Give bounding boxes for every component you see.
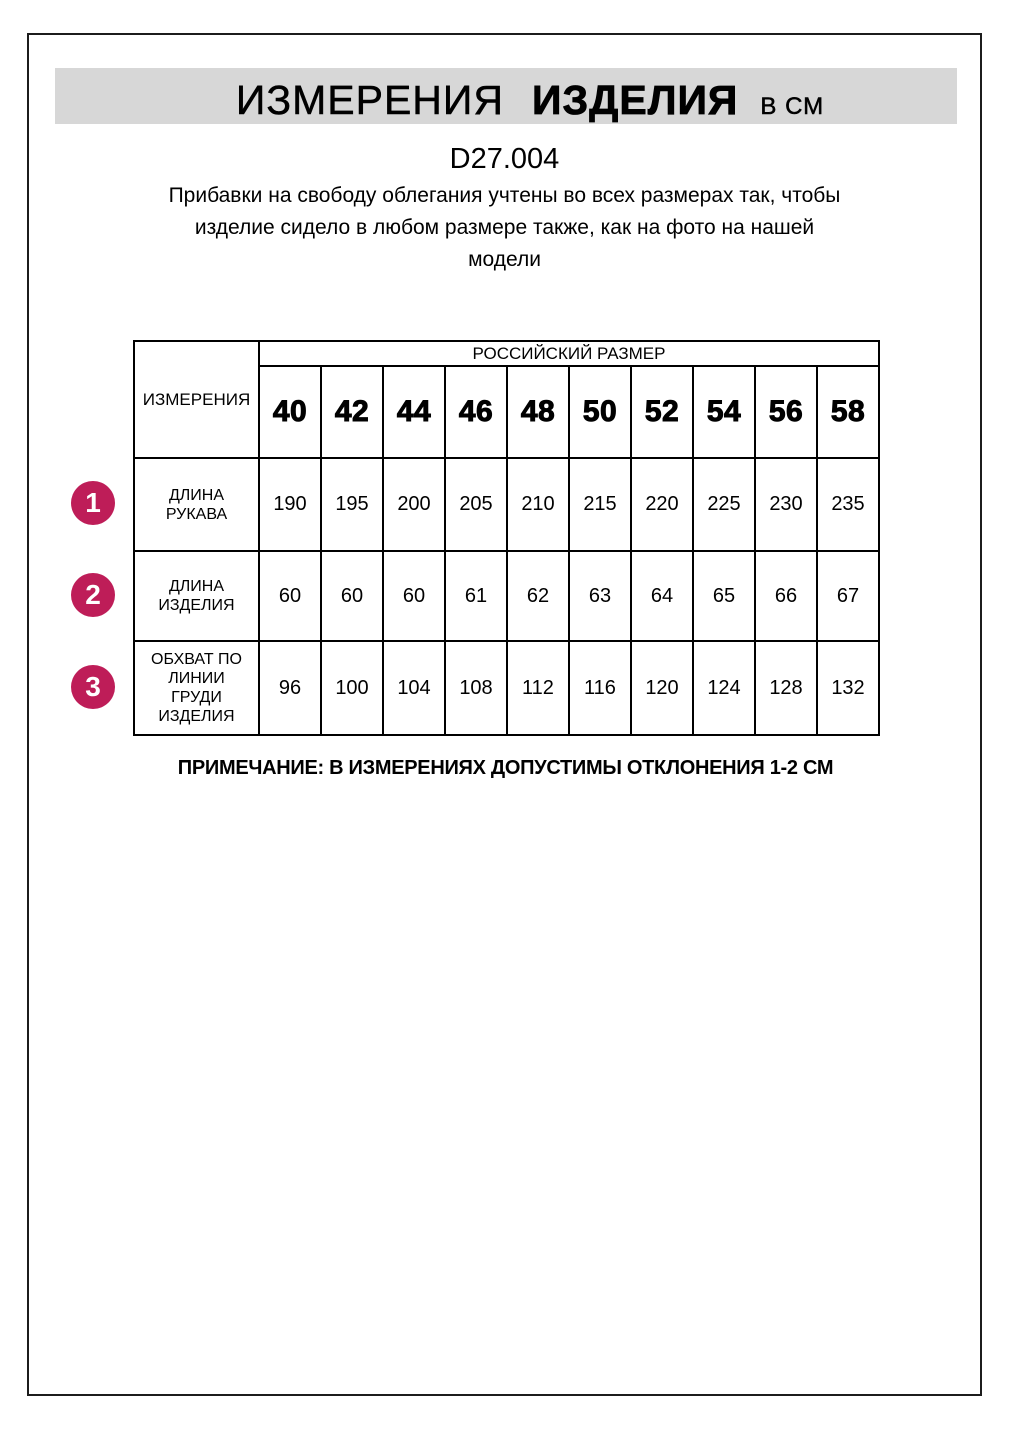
size-header-cell: 44 <box>383 366 445 458</box>
size-header-cell: 56 <box>755 366 817 458</box>
description <box>27 180 982 276</box>
value-cell: 190 <box>259 458 321 551</box>
value-cell: 64 <box>631 551 693 641</box>
value-cell: 116 <box>569 641 631 735</box>
table-group-header: РОССИЙСКИЙ РАЗМЕР <box>259 341 879 366</box>
value-cell: 124 <box>693 641 755 735</box>
value-cell: 62 <box>507 551 569 641</box>
value-cell: 112 <box>507 641 569 735</box>
description-line: Прибавки на свободу облегания учтены во всех размерах так, чтобы <box>168 184 841 207</box>
value-cell: 66 <box>755 551 817 641</box>
size-header-cell: 40 <box>259 366 321 458</box>
value-cell: 205 <box>445 458 507 551</box>
value-cell: 67 <box>817 551 879 641</box>
size-header-cell: 42 <box>321 366 383 458</box>
size-table <box>133 340 880 736</box>
value-cell: 104 <box>383 641 445 735</box>
value-cell: 210 <box>507 458 569 551</box>
size-header-cell: 58 <box>817 366 879 458</box>
value-cell: 108 <box>445 641 507 735</box>
value-cell: 230 <box>755 458 817 551</box>
value-cell: 96 <box>259 641 321 735</box>
value-cell: 235 <box>817 458 879 551</box>
value-cell: 225 <box>693 458 755 551</box>
size-header-cell: 50 <box>569 366 631 458</box>
row-marker-number: 3 <box>85 671 101 702</box>
row-label: ДЛИНА ИЗДЕЛИЯ <box>134 551 259 641</box>
description-line: изделие сидело в любом размере также, как на фото на нашей <box>194 216 815 239</box>
value-cell: 63 <box>569 551 631 641</box>
row-marker-number: 1 <box>85 487 101 518</box>
page-title-unit: В СМ <box>760 93 825 120</box>
title-band <box>55 68 957 124</box>
row-marker-3-icon <box>71 665 115 709</box>
product-code: D27.004 <box>449 143 560 175</box>
size-header-cell: 48 <box>507 366 569 458</box>
size-header-cell: 54 <box>693 366 755 458</box>
value-cell: 60 <box>321 551 383 641</box>
value-cell: 120 <box>631 641 693 735</box>
value-cell: 195 <box>321 458 383 551</box>
value-cell: 60 <box>383 551 445 641</box>
value-cell: 128 <box>755 641 817 735</box>
table-header-row <box>134 341 879 366</box>
table-corner-header: ИЗМЕРЕНИЯ <box>134 341 259 458</box>
row-marker-number: 2 <box>85 579 101 610</box>
row-label: ДЛИНА РУКАВА <box>134 458 259 551</box>
table-row-sleeve-length <box>134 458 879 551</box>
size-header-cell: 46 <box>445 366 507 458</box>
row-marker-1-icon <box>71 481 115 525</box>
row-label: ОБХВАТ ПО ЛИНИИ ГРУДИ ИЗДЕЛИЯ <box>134 641 259 735</box>
page-title-bold: ИЗДЕЛИЯ <box>531 77 739 123</box>
size-header-cell: 52 <box>631 366 693 458</box>
tolerance-note: ПРИМЕЧАНИЕ: В ИЗМЕРЕНИЯХ ДОПУСТИМЫ ОТКЛОНЕНИЯ 1-2 СМ <box>177 757 834 779</box>
value-cell: 61 <box>445 551 507 641</box>
table-row-chest-girth <box>134 641 879 735</box>
value-cell: 60 <box>259 551 321 641</box>
value-cell: 220 <box>631 458 693 551</box>
value-cell: 215 <box>569 458 631 551</box>
row-marker-2-icon <box>71 573 115 617</box>
value-cell: 200 <box>383 458 445 551</box>
value-cell: 65 <box>693 551 755 641</box>
table-row-item-length <box>134 551 879 641</box>
value-cell: 100 <box>321 641 383 735</box>
description-line: модели <box>468 248 541 271</box>
value-cell: 132 <box>817 641 879 735</box>
page-title-main: ИЗМЕРЕНИЯ <box>235 77 504 123</box>
